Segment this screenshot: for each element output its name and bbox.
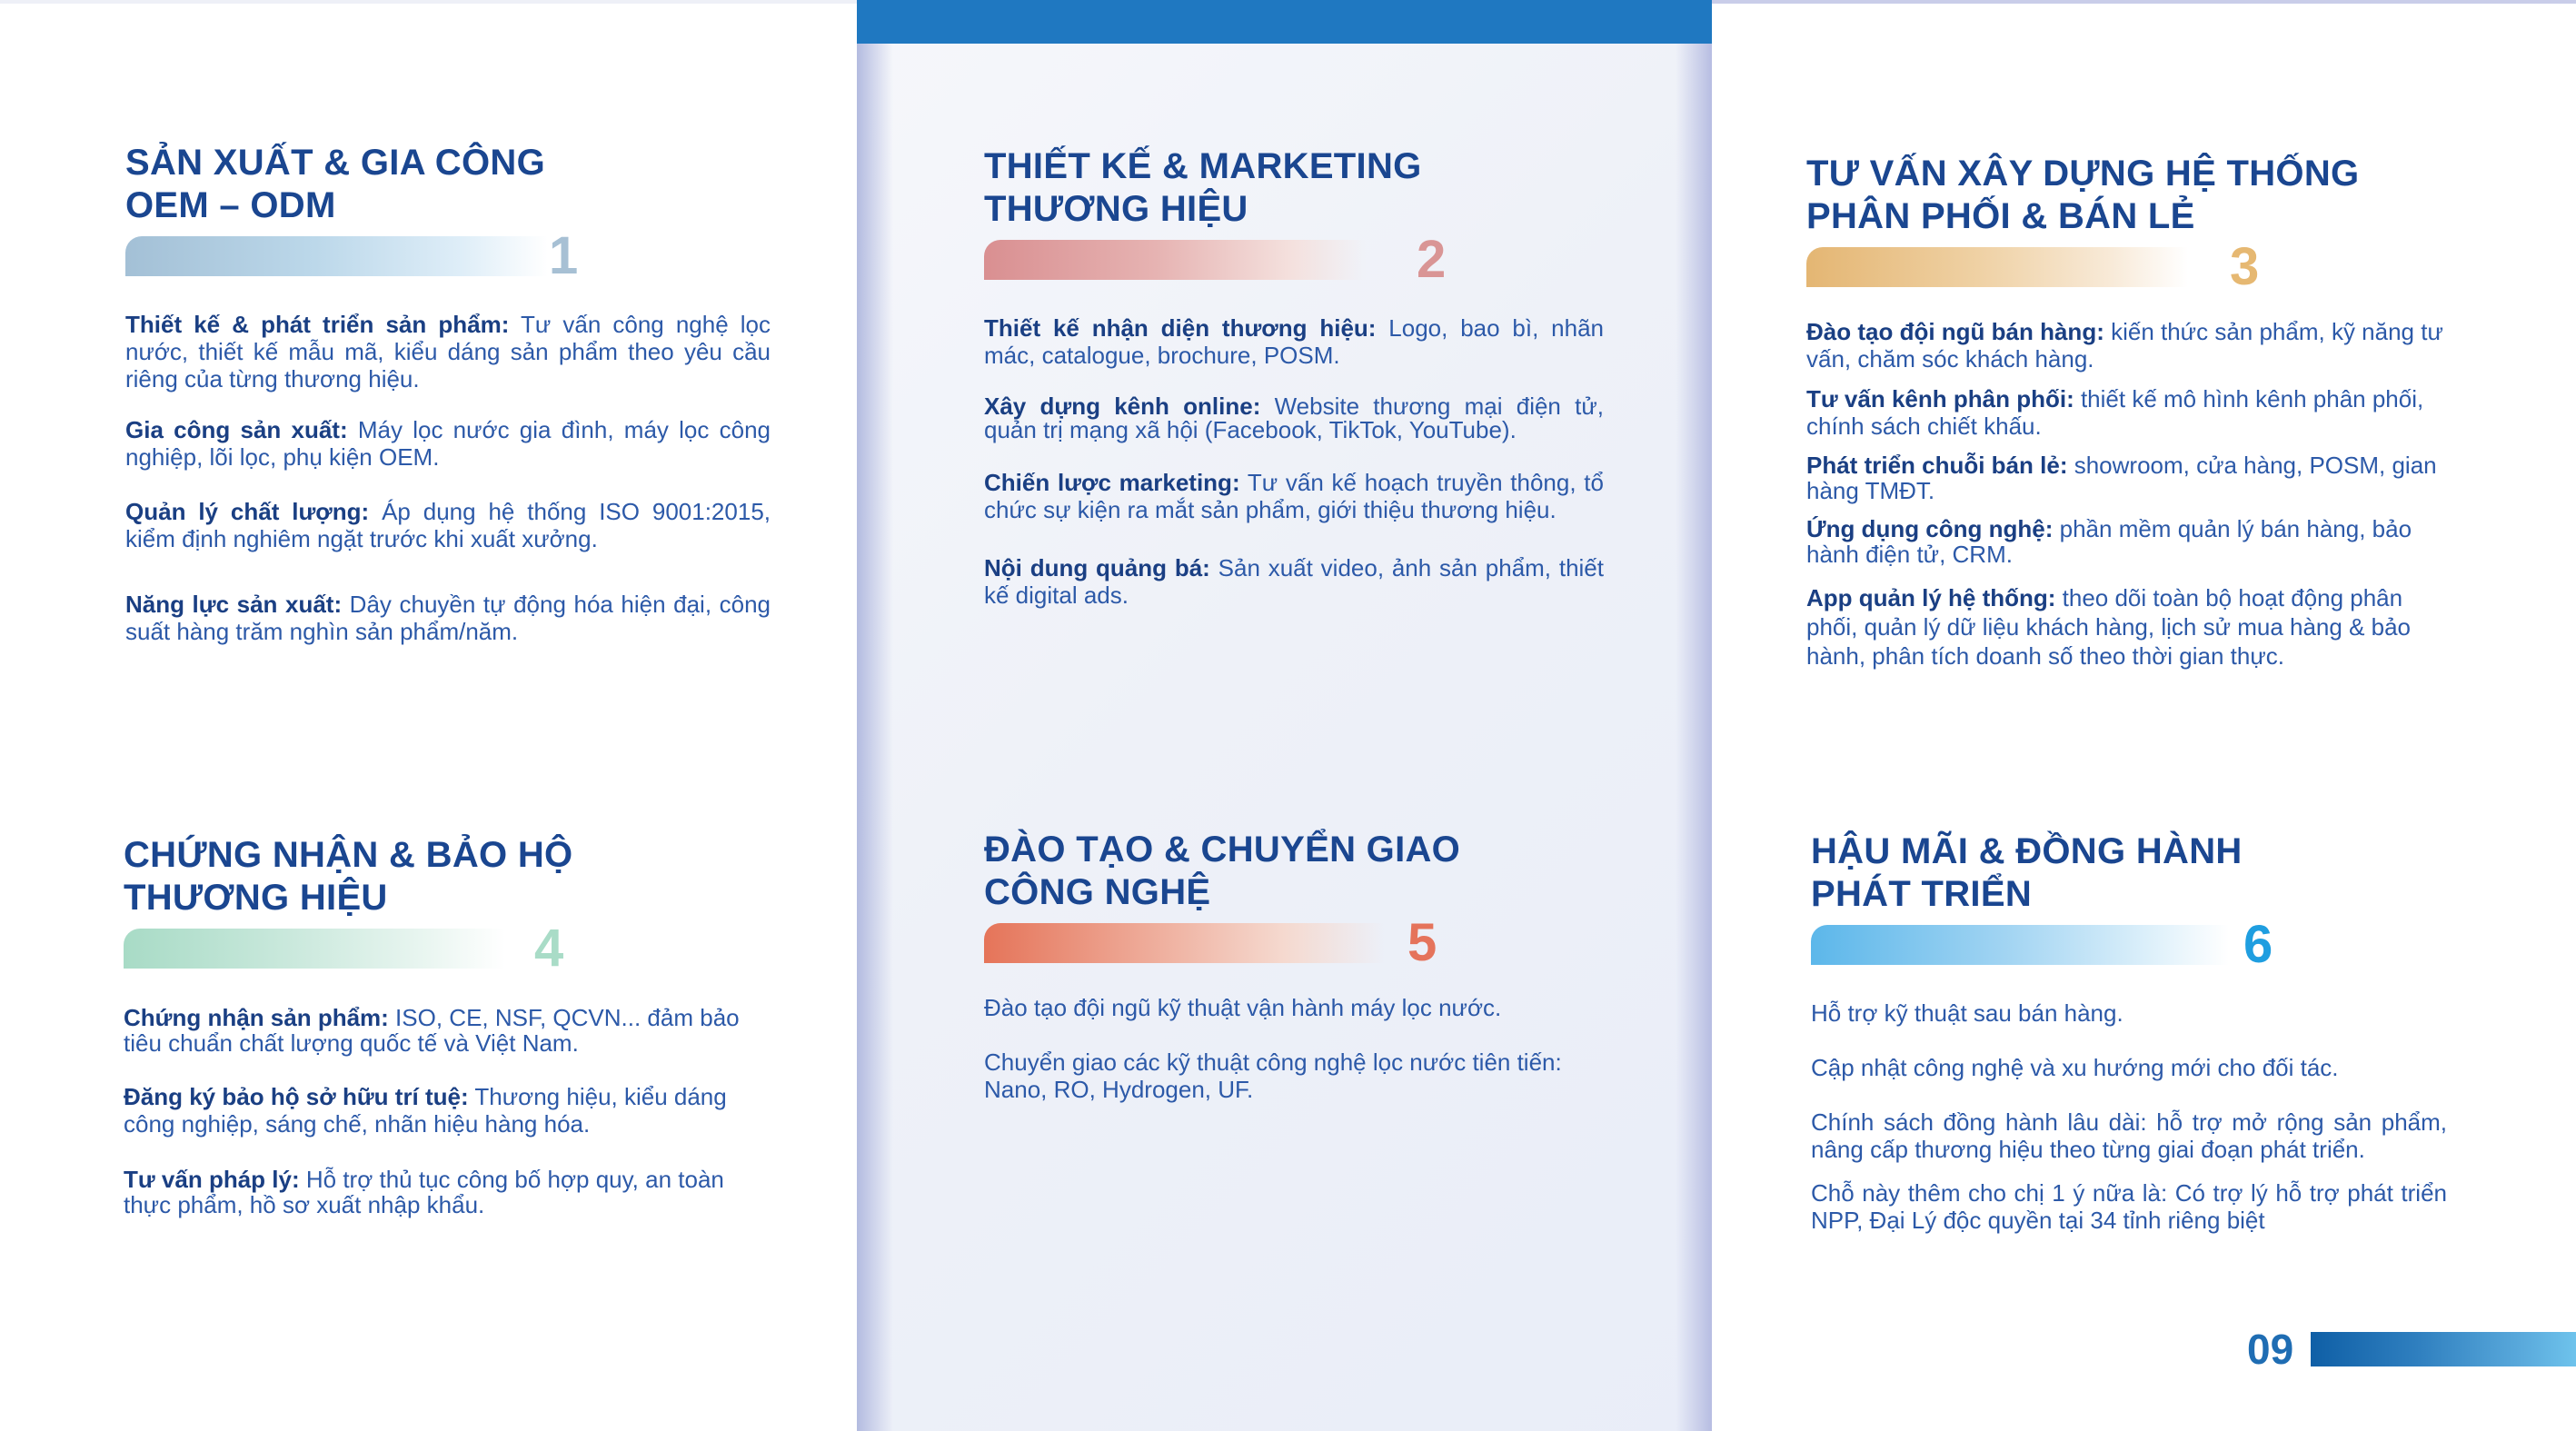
item-label: App quản lý hệ thống:: [1806, 584, 2056, 611]
section-title-line2: THƯƠNG HIỆU: [984, 189, 1248, 229]
item-text: showroom, cửa hàng, POSM, gian hàng TMĐT.: [1806, 452, 2437, 504]
section-title-line1: CHỨNG NHẬN & BẢO HỘ: [124, 835, 573, 875]
section-design-marketing: [984, 145, 1604, 632]
section-title-line2: OEM – ODM: [125, 185, 336, 225]
section-items: [984, 994, 1629, 1103]
section-title-line2: PHÂN PHỐI & BÁN LẺ: [1806, 196, 2195, 236]
section-items: [124, 1005, 751, 1217]
list-item: [124, 1167, 751, 1217]
section-title-line2: CÔNG NGHỆ: [984, 872, 1211, 912]
item-text: phần mềm quản lý bán hàng, bảo hành điện tử, CRM.: [1806, 515, 2412, 568]
gradient-bar: [125, 236, 548, 276]
list-item: [1806, 516, 2452, 567]
item-label: Tư vấn kênh phân phối:: [1806, 385, 2074, 412]
list-item: [125, 416, 771, 471]
item-text: Hỗ trợ thủ tục công bố hợp quy, an toàn thực phẩm, hồ sơ xuất nhập khẩu.: [124, 1166, 724, 1218]
section-title: [124, 834, 751, 919]
list-item: [1806, 318, 2452, 373]
section-after-sales: [1811, 830, 2447, 1257]
section-title-line1: THIẾT KẾ & MARKETING: [984, 146, 1422, 186]
section-title: [125, 142, 771, 227]
list-item: [984, 314, 1604, 369]
list-item: [984, 554, 1604, 609]
list-item: [1806, 583, 2452, 671]
list-item: [125, 311, 771, 393]
section-title: [984, 829, 1629, 914]
item-label: Năng lực sản xuất:: [125, 591, 343, 618]
item-text: Logo, bao bì, nhãn mác, catalogue, brochure, POSM.: [984, 314, 1604, 369]
section-distribution-retail: [1806, 153, 2452, 694]
section-title-line1: TƯ VẤN XÂY DỰNG HỆ THỐNG: [1806, 154, 2360, 194]
section-certification-protection: [124, 834, 751, 1241]
item-text: Chính sách đồng hành lâu dài: hỗ trợ mở rộng sản phẩm, nâng cấp thương hiệu theo từng giai đoạn phát triển.: [1811, 1108, 2447, 1163]
item-text: Chỗ này thêm cho chị 1 ý nữa là: Có trợ lý hỗ trợ phát triển NPP, Đại Lý độc quyền tại 34 tỉnh riêng biệt: [1811, 1179, 2447, 1234]
list-item: [984, 469, 1604, 523]
item-text: kiến thức sản phẩm, kỹ năng tư vấn, chăm sóc khách hàng.: [1806, 318, 2443, 373]
gradient-bar: [984, 923, 1384, 963]
item-label: Quản lý chất lượng:: [125, 498, 370, 525]
section-training-transfer: [984, 829, 1629, 1127]
item-text: Tư vấn công nghệ lọc nước, thiết kế mẫu mã, kiểu dáng sản phẩm theo yêu cầu riêng của từng thương hiệu.: [125, 311, 771, 393]
item-label: Thiết kế nhận diện thương hiệu:: [984, 314, 1377, 342]
page-number-bar: [2311, 1332, 2576, 1366]
item-text: Hỗ trợ kỹ thuật sau bán hàng.: [1811, 999, 2123, 1027]
section-title-line2: THƯƠNG HIỆU: [124, 878, 388, 918]
page-number: 09: [2247, 1326, 2294, 1373]
section-title: [1806, 153, 2452, 238]
section-number-bar: [1806, 237, 2452, 296]
list-item: [1806, 385, 2452, 440]
section-oem-odm: [125, 142, 771, 669]
item-text: Website thương mại điện tử, quản trị mạng xã hội (Facebook, TikTok, YouTube).: [984, 393, 1604, 443]
right-top-edge-strip: [1712, 0, 2576, 4]
item-text: Thương hiệu, kiểu dáng công nghiệp, sáng chế, nhãn hiệu hàng hóa.: [124, 1083, 727, 1138]
item-label: Gia công sản xuất:: [125, 416, 348, 443]
item-label: Chiến lược marketing:: [984, 469, 1240, 496]
section-number: 3: [2230, 237, 2260, 296]
section-number-bar: [984, 230, 1604, 289]
item-text: ISO, CE, NSF, QCVN... đảm bảo tiêu chuẩn chất lượng quốc tế và Việt Nam.: [124, 1004, 740, 1057]
section-title-line1: ĐÀO TẠO & CHUYỂN GIAO: [984, 830, 1461, 870]
section-items: [1806, 318, 2452, 671]
item-label: Xây dựng kênh online:: [984, 393, 1261, 420]
list-item: [984, 994, 1629, 1021]
section-number-bar: [1811, 915, 2447, 974]
list-item: [124, 1083, 751, 1138]
item-text: Máy lọc nước gia đình, máy lọc công nghiệp, lõi lọc, phụ kiện OEM.: [125, 416, 771, 471]
item-label: Chứng nhận sản phẩm:: [124, 1004, 389, 1031]
section-number: 5: [1407, 913, 1437, 972]
section-number-bar: [984, 913, 1629, 972]
list-item: [124, 1005, 751, 1056]
section-title-line1: HẬU MÃI & ĐỒNG HÀNH: [1811, 831, 2243, 871]
list-item: [1811, 1179, 2447, 1234]
item-label: Đăng ký bảo hộ sở hữu trí tuệ:: [124, 1083, 469, 1110]
item-text: theo dõi toàn bộ hoạt động phân phối, quản lý dữ liệu khách hàng, lịch sử mua hàng & bảo hành, phân tích doanh số theo thời gian thực.: [1806, 584, 2412, 670]
section-number: 4: [534, 919, 564, 978]
section-items: [984, 314, 1604, 609]
list-item: [125, 498, 771, 552]
item-text: Tư vấn kế hoạch truyền thông, tổ chức sự kiện ra mắt sản phẩm, giới thiệu thương hiệu.: [984, 469, 1604, 523]
item-text: Đào tạo đội ngũ kỹ thuật vận hành máy lọc nước.: [984, 994, 1502, 1021]
gradient-bar: [984, 240, 1366, 280]
section-items: [1811, 999, 2447, 1234]
item-text: Cập nhật công nghệ và xu hướng mới cho đối tác.: [1811, 1054, 2339, 1081]
section-items: [125, 311, 771, 645]
item-text: Áp dụng hệ thống ISO 9001:2015, kiểm định nghiêm ngặt trước khi xuất xưởng.: [125, 498, 771, 552]
gradient-bar: [124, 929, 505, 969]
middle-panel-top-bar: [857, 0, 1712, 44]
section-number: 1: [549, 226, 579, 285]
section-title-line1: SẢN XUẤT & GIA CÔNG: [125, 143, 546, 183]
section-title-line2: PHÁT TRIỂN: [1811, 874, 2032, 914]
list-item: [1811, 999, 2447, 1027]
item-text: thiết kế mô hình kênh phân phối, chính sách chiết khấu.: [1806, 385, 2424, 440]
list-item: [1811, 1108, 2447, 1163]
item-label: Tư vấn pháp lý:: [124, 1166, 300, 1193]
gradient-bar: [1811, 925, 2229, 965]
item-label: Phát triển chuỗi bán lẻ:: [1806, 452, 2068, 479]
list-item: [1811, 1054, 2447, 1081]
section-number: 6: [2243, 915, 2273, 974]
item-label: Đào tạo đội ngũ bán hàng:: [1806, 318, 2104, 345]
gradient-bar: [1806, 247, 2188, 287]
section-number-bar: [125, 226, 771, 285]
item-text: Dây chuyền tự động hóa hiện đại, công suất hàng trăm nghìn sản phẩm/năm.: [125, 591, 771, 645]
list-item: [1806, 452, 2452, 503]
section-number: 2: [1417, 230, 1447, 289]
list-item: [125, 591, 771, 645]
item-label: Nội dung quảng bá:: [984, 554, 1210, 581]
item-label: Ứng dụng công nghệ:: [1806, 515, 2054, 542]
item-text: Chuyển giao các kỹ thuật công nghệ lọc nước tiên tiến: Nano, RO, Hydrogen, UF.: [984, 1048, 1562, 1103]
section-number-bar: [124, 919, 751, 978]
item-text: Sản xuất video, ảnh sản phẩm, thiết kế digital ads.: [984, 554, 1604, 609]
item-label: Thiết kế & phát triển sản phẩm:: [125, 311, 510, 338]
list-item: [984, 1048, 1629, 1103]
section-title: [984, 145, 1604, 231]
section-title: [1811, 830, 2447, 916]
list-item: [984, 394, 1604, 442]
